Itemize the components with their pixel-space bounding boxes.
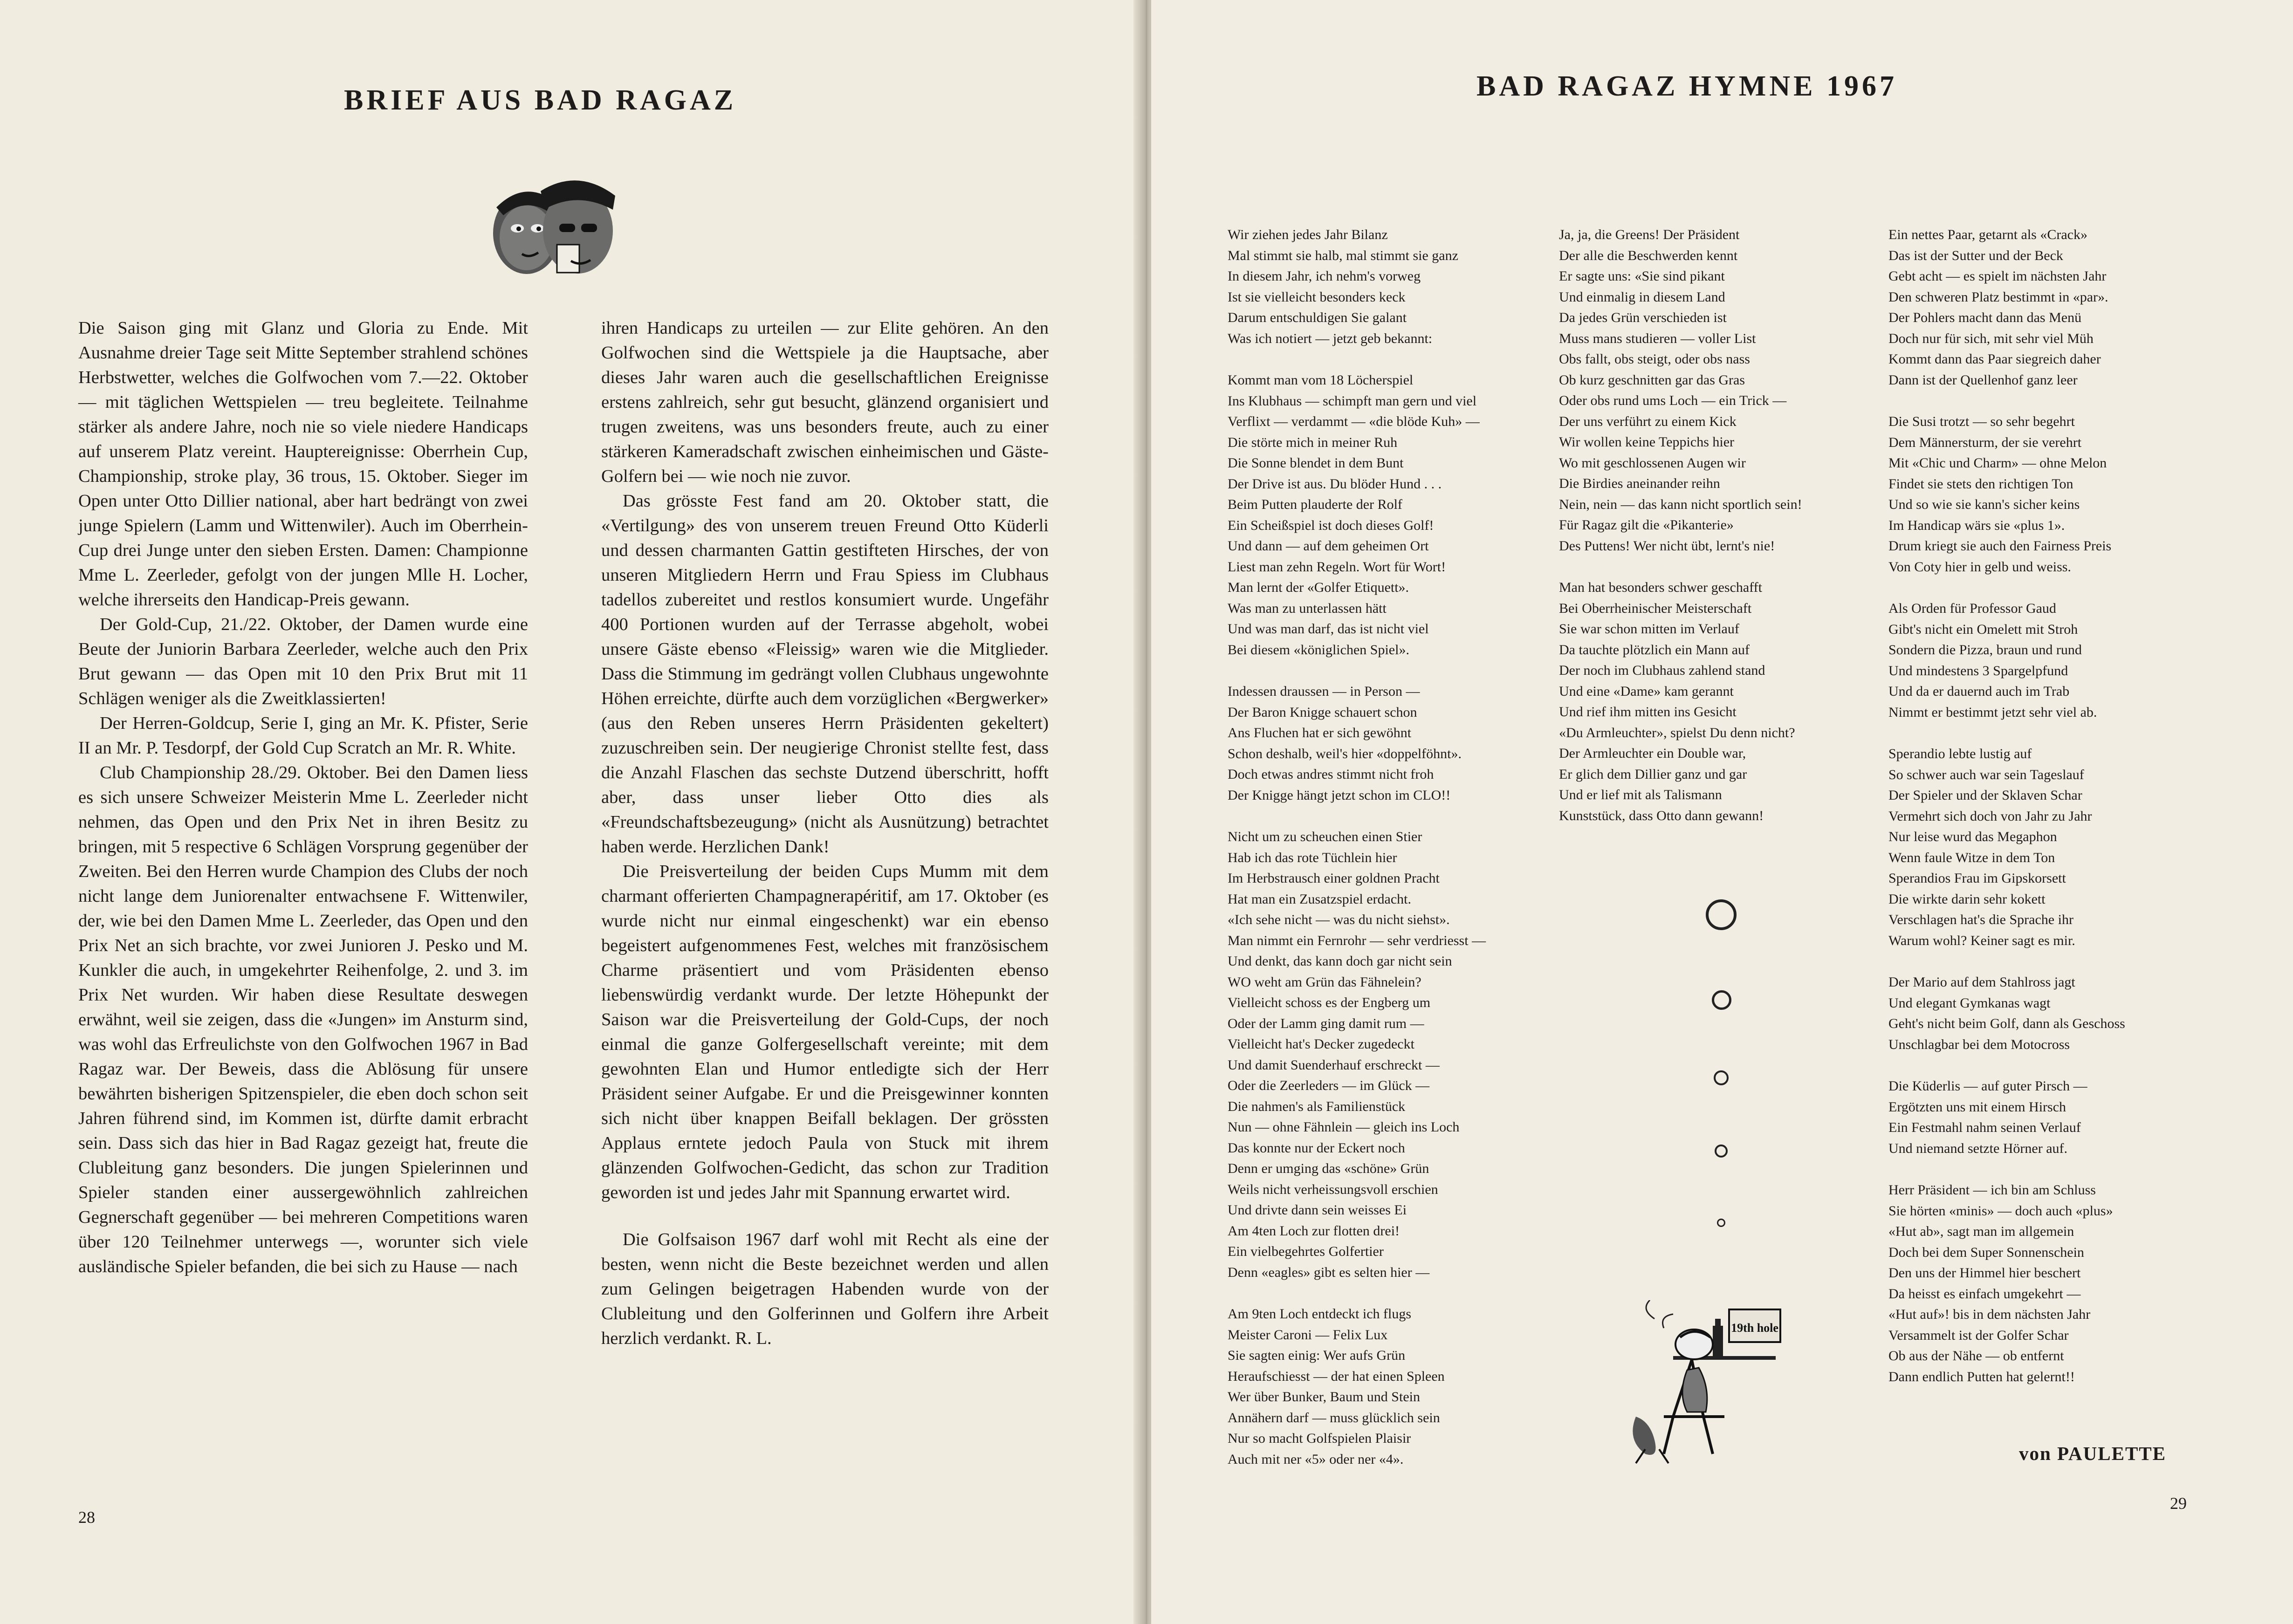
poem-line: Der Pohlers macht dann das Menü [1888,310,2082,325]
poem-line: Herr Präsident — ich bin am Schluss [1888,1182,2096,1198]
poem-line: Da tauchte plötzlich ein Mann auf [1559,642,1750,658]
poem-line: Ans Fluchen hat er sich gewöhnt [1228,725,1412,740]
poem-line: Für Ragaz gilt die «Pikanterie» [1559,517,1734,533]
poem-line: Oder die Zeerleders — im Glück — [1228,1078,1430,1093]
poem-line: Und so wie sie kann's sicher keins [1888,497,2080,512]
article-title: BRIEF AUS BAD RAGAZ [344,84,737,116]
poem-line: Denn «eagles» gibt es selten hier — [1228,1264,1430,1280]
article-column-2 [601,316,1049,1351]
poem-line: Dann ist der Quellenhof ganz leer [1888,372,2078,388]
poem-line: Die Birdies aneinander reihn [1559,476,1720,491]
poem-stanza [1559,225,1802,556]
poem-line: Ins Klubhaus — schimpft man gern und viel [1228,393,1477,409]
golf-ball-icon [1706,899,1737,930]
poem-line: Meister Caroni — Felix Lux [1228,1327,1388,1343]
poem-line: Nun — ohne Fähnlein — gleich ins Loch [1228,1119,1460,1135]
poem-line: Oder der Lamm ging damit rum — [1228,1015,1424,1031]
poem-line: Die Sonne blendet in dem Bunt [1228,455,1404,471]
poem-line: Wo mit geschlossenen Augen wir [1559,455,1746,471]
two-golfers-faces-illustration [482,163,622,284]
poem-line: Die nahmen's als Familienstück [1228,1098,1406,1114]
poem-line: Und denkt, das kann doch gar nicht sein [1228,953,1452,969]
poem-line: Ein nettes Paar, getarnt als «Crack» [1888,227,2087,242]
poem-line: Man hat besonders schwer geschafft [1559,580,1762,595]
poem-line: Muss mans studieren — voller List [1559,330,1756,346]
poem-stanza [1228,681,1486,806]
page-number: 28 [78,1508,95,1527]
poem-line: Der noch im Clubhaus zahlend stand [1559,663,1765,678]
article-paragraph: Das grösste Fest fand am 20. Oktober statt, die «Vertilgung» des von unserem treuen Freund Otto Küderli und dessen charmanten Gattin gestifteten Hirsches, der von unseren Mitgliedern Herrn und Frau Spiess im Clubhaus tadellos zubereitet und restlos konsumiert wurde. Ungefähr 400 Portionen wurden auf der Terrasse abgeholt, wobei unsere Gäste ebenso «Fleissig» waren wie die Mitglieder. Dass die Stimmung im gedrängt vollen Clubhaus ungewohnte Höhen erreichte, dürfte auch dem vorzüglichen «Bergwerker» (aus den Reben unseres Herrn Präsidenten gekeltert) zuzuschreiben sein. Der neugierige Chronist stellte fest, dass die Anzahl Flaschen das sechste Dutzend überschritt, hofft aber, dass unser lieber Otto dies als «Freundschaftsbezeugung» (nicht als Ausnützung) betrachtet haben werde. Herzlichen Dank! [601,491,1049,857]
poem-line: Er glich dem Dillier ganz und gar [1559,766,1747,782]
poem-line: Und mindestens 3 Spargelpfund [1888,663,2068,678]
poem-line: «Hut auf»! bis in dem nächsten Jahr [1888,1307,2091,1322]
poem-line: Weils nicht verheissungsvoll erschien [1228,1181,1438,1197]
poem-line: Ergötzten uns mit einem Hirsch [1888,1099,2066,1115]
poem-line: Sperandio lebte lustig auf [1888,746,2032,761]
poem-line: Der Spieler und der Sklaven Schar [1888,788,2082,803]
poem-line: Mit «Chic und Charm» — ohne Melon [1888,455,2107,471]
poem-line: Schon deshalb, weil's hier «doppelföhnt». [1228,746,1462,761]
article-paragraph: Der Herren-Goldcup, Serie I, ging an Mr. K. Pfister, Serie II an Mr. P. Tesdorpf, der Gold Cup Scratch an Mr. R. White. [78,713,528,758]
poem-line: Ist sie vielleicht besonders keck [1228,289,1406,305]
poem-line: Annähern darf — muss glücklich sein [1228,1410,1440,1425]
poem-line: Sondern die Pizza, braun und rund [1888,642,2082,658]
poem-line: Den schweren Platz bestimmt in «par». [1888,289,2108,305]
poem-title: BAD RAGAZ HYMNE 1967 [1476,70,1897,102]
poem-line: Ob kurz geschnitten gar das Gras [1559,372,1745,388]
poem-line: Die störte mich in meiner Ruh [1228,434,1398,450]
poem-line: Vielleicht hat's Decker zugedeckt [1228,1036,1414,1052]
poem-line: Der Baron Knigge schauert schon [1228,704,1417,720]
poem-line: Vielleicht schoss es der Engberg um [1228,995,1431,1010]
poem-line: So schwer auch war sein Tageslauf [1888,767,2084,782]
poem-line: Und er lief mit als Talismann [1559,787,1722,802]
poem-line: Kommt man vom 18 Löcherspiel [1228,372,1414,388]
poem-line: Auch mit ner «5» oder ner «4». [1228,1451,1404,1467]
poem-line: Gebt acht — es spielt im nächsten Jahr [1888,268,2107,284]
poem-line: Vermehrt sich doch von Jahr zu Jahr [1888,808,2092,824]
poem-line: Der Drive ist aus. Du blöder Hund . . . [1228,476,1442,492]
poem-line: Der uns verführt zu einem Kick [1559,413,1737,429]
poem-line: Verflixt — verdammt — «die blöde Kuh» — [1228,414,1480,429]
poem-line: «Du Armleuchter», spielst Du denn nicht? [1559,725,1795,740]
poem-line: Die wirkte darin sehr kokett [1888,891,2046,907]
poem-line: Hab ich das rote Tüchlein hier [1228,850,1397,865]
poem-line: Sperandios Frau im Gipskorsett [1888,870,2066,886]
poem-line: Liest man zehn Regeln. Wort für Wort! [1228,559,1446,575]
poem-line: Der alle die Beschwerden kennt [1559,247,1738,263]
poem-line: Ein Scheißspiel ist doch dieses Golf! [1228,517,1434,533]
poem-signature: von PAULETTE [2019,1443,2167,1464]
poem-line: Am 9ten Loch entdeckt ich flugs [1228,1306,1412,1322]
poem-stanza [1228,1304,1486,1470]
poem-line: Gibt's nicht ein Omelett mit Stroh [1888,621,2078,637]
poem-line: Sie sagten einig: Wer aufs Grün [1228,1348,1406,1363]
poem-stanza [1888,598,2125,723]
poem-line: Er sagte uns: «Sie sind pikant [1559,268,1725,284]
poem-line: Man lernt der «Golfer Etiquett». [1228,580,1409,595]
poem-stanza [1228,827,1486,1283]
poem-line: Findet sie stets den richtigen Ton [1888,476,2073,492]
golf-ball-icon [1717,1219,1725,1227]
poem-stanza [1888,411,2125,577]
poem-line: Verschlagen hat's die Sprache ihr [1888,912,2073,927]
poem-line: Drum kriegt sie auch den Fairness Preis [1888,538,2112,554]
article-column-1 [78,316,528,1279]
poem-line: Denn er umging das «schöne» Grün [1228,1161,1429,1176]
poem-line: Nur so macht Golfspielen Plaisir [1228,1431,1411,1446]
poem-line: «Hut ab», sagt man im allgemein [1888,1224,2074,1239]
poem-line: Man nimmt ein Fernrohr — sehr verdriesst — [1228,932,1486,948]
poem-line: Am 4ten Loch zur flotten drei! [1228,1223,1400,1239]
poem-line: Wenn faule Witze in dem Ton [1888,850,2055,865]
article-paragraph: ihren Handicaps zu urteilen — zur Elite gehören. An den Golfwochen sind die Wettspiele ja die Hauptsache, aber dieses Jahr waren auch die gesellschaftlichen Ereignisse erstens zahlreich, sehr gut besucht, glänzend organisiert und trugen zweitens, was uns besonders freute, auch zu einer stärkeren Kameradschaft zwischen einheimischen und Gäste-Golfern bei — wie noch nie zuvor. [601,318,1049,486]
poem-line: Und eine «Dame» kam gerannt [1559,683,1734,699]
poem-line: Wir wollen keine Teppichs hier [1559,434,1735,450]
poem-line: Warum wohl? Keiner sagt es mir. [1888,932,2075,948]
poem-line: Dann endlich Putten hat gelernt!! [1888,1369,2075,1384]
poem-line: Darum entschuldigen Sie galant [1228,310,1407,325]
poem-line: Kunststück, dass Otto dann gewann! [1559,808,1764,823]
poem-line: Was man zu unterlassen hätt [1228,600,1387,616]
poem-line: WO weht am Grün das Fähnelein? [1228,974,1421,990]
poem-stanza [1559,577,1802,826]
poem-line: Und damit Suenderhauf erschreckt — [1228,1057,1440,1073]
poem-line: Im Handicap wärs sie «plus 1». [1888,517,2065,533]
poem-line: Oder obs rund ums Loch — ein Trick — [1559,393,1787,408]
golf-ball-icon [1714,1070,1729,1085]
poem-line: Das konnte nur der Eckert noch [1228,1140,1405,1156]
poem-line: Geht's nicht beim Golf, dann als Geschoss [1888,1016,2125,1031]
poem-line: In diesem Jahr, ich nehm's vorweg [1228,268,1421,284]
poem-line: Sie hörten «minis» — doch auch «plus» [1888,1203,2113,1219]
poem-line: Ja, ja, die Greens! Der Präsident [1559,227,1740,242]
poem-line: «Ich sehe nicht — was du nicht siehst». [1228,912,1450,927]
poem-line: Ob aus der Nähe — ob entfernt [1888,1348,2064,1364]
poem-line: Was ich notiert — jetzt geb bekannt: [1228,330,1433,346]
poem-line: Hat man ein Zusatzspiel erdacht. [1228,891,1412,907]
poem-line: Und dann — auf dem geheimen Ort [1228,538,1429,554]
poem-stanza [1888,744,2125,951]
poem-line: Bei Oberrheinischer Meisterschaft [1559,600,1752,616]
article-paragraph: Club Championship 28./29. Oktober. Bei den Damen liess es sich unsere Schweizer Meisterin Mme L. Zeerleder nicht nehmen, das Open und den Prix Net in ihren Besitz zu bringen, mit 5 respective 6 Schlägen Vorsprung gegenüber der Zweiten. Bei den Herren wurde Champion des Clubs der noch nicht lange dem Juniorenalter entwachsene F. Wittenwiler, der, wie bei den Damen Mme L. Zeerleder, das Open und den Prix Net an sich brachte, vor zwei Junioren J. Pesko und M. Kunkler die auch, in umgekehrter Reihenfolge, 2. und 3. im Prix Net wurden. Wir haben diese Resultate deswegen erwähnt, weil sie zeigen, dass die «Jungen» im Ansturm sind, was wohl das Erfreulichste von den Golfwochen 1967 in Bad Ragaz war. Der Beweis, dass die Ablösung für unsere bewährten bisherigen Spitzenspieler, die eben doch schon seit Jahren führend sind, im Kommen ist, dürfte damit erbracht sein. Dass sich das hier in Bad Ragaz gezeigt hat, freute die Clubleitung ganz besonders. Die jungen Spielerinnen und Spieler standen einer aussergewöhnlich zahlreichen Gegnerschaft gegenüber — bei mehreren Competitions waren über 120 Teilnehmer unterwegs —, worunter sich viele ausländische Spieler befanden, die bei sich zu Hause — nach [78,763,528,1276]
poem-line: Wer über Bunker, Baum und Stein [1228,1389,1420,1405]
poem-line: Und rief ihm mitten ins Gesicht [1559,704,1737,719]
article-paragraph: Die Saison ging mit Glanz und Gloria zu Ende. Mit Ausnahme dreier Tage seit Mitte September strahlend schönes Herbstwetter, welches die Golfwochen vom 7.—22. Oktober — mit täglichen Wettspielen — treu begleitete. Teilnahme stärker als andere Jahre, noch nie so viele niedere Handicaps auf unserem Platz vereint. Hauptereignisse: Oberrhein Cup, Championship, stroke play, 36 trous, 15. Oktober. Sieger im Open unter Otto Dillier national, aber hart bedrängt von zwei junge Spielern (Lamm und Wittenwiler). Auch im Oberrhein-Cup drei Junge unter den sieben Ersten. Damen: Championne Mme L. Zeerleder, gefolgt von der jungen Mlle H. Locher, welche ihrerseits den Handicap-Preis gewann. [78,318,528,610]
poem-line: Und elegant Gymkanas wagt [1888,995,2051,1011]
poem-line: Nur leise wurd das Megaphon [1888,829,2057,844]
poem-line: Des Puttens! Wer nicht übt, lernt's nie! [1559,538,1775,554]
poem-line: Und drivte dann sein weisses Ei [1228,1202,1407,1218]
page-number: 29 [2170,1494,2187,1513]
nineteenth-hole-sign: 19th hole [1731,1321,1778,1335]
article-paragraph: Der Gold-Cup, 21./22. Oktober, der Damen wurde eine Beute der Juniorin Barbara Zeerleder, welche auch den Prix Brut gewann — das Open mit 10 den Prix Brut mit 11 Schlägen weniger als die Zweitklassierten! [78,615,528,708]
poem-column-2 [1559,225,1802,847]
poem-line: Da heisst es einfach umgekehrt — [1888,1286,2081,1302]
poem-line: Ein vielbegehrtes Golfertier [1228,1244,1384,1259]
poem-column-1 [1228,225,1486,1491]
poem-line: Und da er dauernd auch im Trab [1888,684,2070,699]
poem-line: Wir ziehen jedes Jahr Bilanz [1228,227,1388,242]
poem-line: Als Orden für Professor Gaud [1888,601,2056,616]
golf-ball-icon [1712,990,1731,1010]
poem-line: Nimmt er bestimmt jetzt sehr viel ab. [1888,704,2097,720]
poem-line: Mal stimmt sie halb, mal stimmt sie ganz [1228,247,1458,263]
poem-line: Heraufschiesst — der hat einen Spleen [1228,1368,1445,1384]
poem-line: Der Knigge hängt jetzt schon im CLO!! [1228,787,1451,803]
poem-line: Nicht um zu scheuchen einen Stier [1228,829,1422,844]
poem-line: Unschlagbar bei dem Motocross [1888,1036,2070,1052]
poem-line: Von Coty hier in gelb und weiss. [1888,559,2071,575]
poem-stanza [1228,370,1486,660]
left-page [0,0,1142,1624]
poem-line: Ein Festmahl nahm seinen Verlauf [1888,1120,2081,1135]
poem-line: Im Herbstrausch einer goldnen Pracht [1228,870,1440,886]
poem-line: Dem Männersturm, der sie verehrt [1888,434,2082,450]
poem-stanza [1888,1076,2125,1159]
poem-line: Doch bei dem Super Sonnenschein [1888,1244,2084,1260]
poem-line: Den uns der Himmel hier beschert [1888,1265,2081,1281]
poem-line: Indessen draussen — in Person — [1228,684,1420,699]
poem-line: Sie war schon mitten im Verlauf [1559,621,1739,637]
poem-line: Der Mario auf dem Stahlross jagt [1888,974,2075,990]
poem-line: Beim Putten plauderte der Rolf [1228,497,1402,512]
poem-line: Bei diesem «königlichen Spiel». [1228,642,1409,658]
poem-line: Und niemand setzte Hörner auf. [1888,1140,2068,1156]
poem-line: Der Armleuchter ein Double war, [1559,746,1746,761]
golfer-at-19th-hole-bar-illustration [1617,1300,1813,1468]
poem-line: Doch etwas andres stimmt nicht froh [1228,767,1434,782]
poem-line: Da jedes Grün verschieden ist [1559,310,1727,325]
poem-line: Nein, nein — das kann nicht sportlich sein! [1559,496,1802,512]
poem-stanza [1888,1180,2125,1387]
right-page [1151,0,2293,1624]
poem-line: Die Küderlis — auf guter Pirsch — [1888,1078,2087,1094]
poem-line: Obs fallt, obs steigt, oder obs nass [1559,351,1750,367]
poem-stanza [1888,972,2125,1055]
poem-line: Und einmalig in diesem Land [1559,289,1725,305]
golf-ball-icon [1715,1144,1728,1158]
poem-column-3 [1888,225,2125,1408]
poem-line: Versammelt ist der Golfer Schar [1888,1327,2069,1343]
poem-line: Und was man darf, das ist nicht viel [1228,621,1429,637]
article-paragraph: Die Preisverteilung der beiden Cups Mumm mit dem charmant offerierten Champagnerapéritif, am 17. Oktober (es wurde nicht nur einmal eingeschenkt) war ein ebenso begeistert aufgenommenes Fest, welches mit französischem Charme präsentiert und vom Präsidenten ebenso liebenswürdig verdankt wurde. Der letzte Höhepunkt der Saison war die Preisverteilung der Gold-Cups, der noch einmal die ganze Golfergesellschaft vereinte; mit dem gewohnten Elan und Humor entledigte sich der Herr Präsident seiner Aufgabe. Er und die Preisgewinner konnten sich nicht über knappen Beifall beklagen. Der grössten Applaus erntete jedoch Paula von Stuck mit ihrem glänzenden Golfwochen-Gedicht, das schon zur Tradition geworden ist und jedes Jahr mit Spannung erwartet wird. [601,862,1049,1202]
poem-stanza [1888,225,2125,391]
poem-stanza [1228,225,1486,349]
poem-line: Das ist der Sutter und der Beck [1888,247,2063,263]
poem-line: Doch nur für sich, mit sehr viel Müh [1888,330,2094,346]
article-paragraph: Die Golfsaison 1967 darf wohl mit Recht als eine der besten, wenn nicht die Beste bezeichnet werden und allen zum Gelingen beigetragen Habenden wurde von der Clubleitung und den Golferinnen und Golfern ihre Arbeit herzlich verdankt. R. L. [601,1230,1049,1348]
poem-line: Die Susi trotzt — so sehr begehrt [1888,414,2075,429]
poem-line: Kommt dann das Paar siegreich daher [1888,351,2101,367]
